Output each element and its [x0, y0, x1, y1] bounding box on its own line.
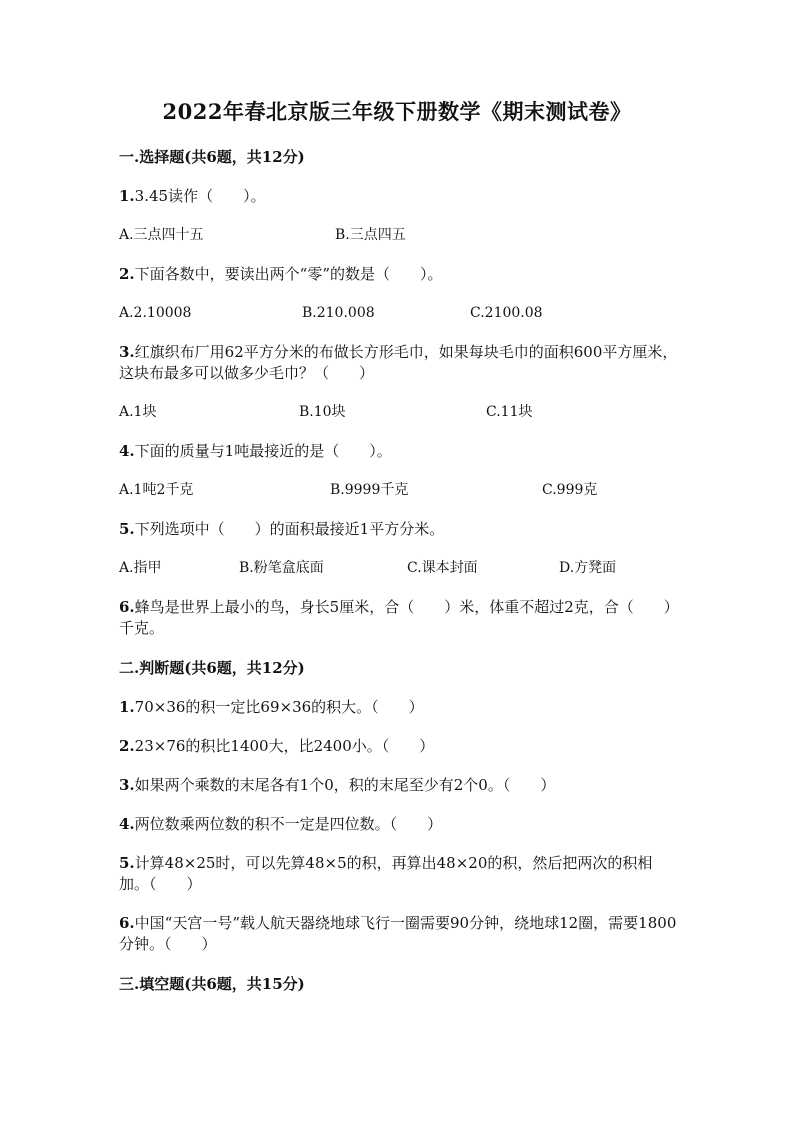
option-d: D.方凳面: [559, 560, 617, 576]
choice-question-4: [119, 441, 679, 462]
options-row-2: [119, 303, 679, 324]
options-row-1: [119, 225, 679, 246]
question-text: 两位数乘两位数的积不一定是四位数。（ ）: [134, 815, 443, 833]
options-row-4: [119, 480, 679, 501]
choice-question-3: [119, 342, 679, 384]
question-number: 1.: [119, 187, 135, 205]
judgement-question-3: [119, 775, 679, 796]
option-b: B.三点四五: [335, 227, 406, 243]
option-c: C.11块: [486, 404, 533, 420]
option-c: C.2100.08: [470, 305, 543, 321]
question-number: 6.: [119, 598, 135, 616]
section-heading-fill-blank: 三.填空题(共6题，共15分): [119, 975, 305, 993]
choice-question-2: [119, 264, 679, 285]
judgement-question-6: [119, 913, 679, 955]
option-c: C.999克: [542, 482, 598, 498]
option-a: A.2.10008: [119, 305, 192, 321]
judgement-question-5: [119, 853, 679, 895]
option-b: B.粉笔盒底面: [239, 560, 324, 576]
question-number: 2.: [119, 265, 135, 283]
option-a: A.三点四十五: [119, 227, 204, 243]
question-text: 中国“天宫一号”载人航天器绕地球飞行一圈需要90分钟，绕地球12圈，需要1800分钟。（ ）: [119, 914, 677, 953]
question-text: 蜂鸟是世界上最小的鸟，身长5厘米，合（ ）米，体重不超过2克，合（ ）千克。: [119, 598, 679, 637]
question-text: 3.45读作（ ）。: [134, 187, 266, 205]
question-text: 如果两个乘数的末尾各有1个0，积的末尾至少有2个0。（ ）: [134, 776, 556, 794]
question-number: 4.: [119, 442, 135, 460]
question-text: 下列选项中（ ）的面积最接近1平方分米。: [134, 520, 445, 538]
question-text: 下面各数中，要读出两个“零”的数是（ ）。: [134, 265, 443, 283]
option-c: C.课本封面: [407, 560, 478, 576]
question-number: 1.: [119, 698, 135, 716]
question-number: 4.: [119, 815, 135, 833]
question-text: 70×36的积一定比69×36的积大。（ ）: [134, 698, 424, 716]
question-number: 5.: [119, 520, 135, 538]
option-b: B.10块: [299, 404, 346, 420]
option-b: B.9999千克: [330, 482, 409, 498]
question-number: 3.: [119, 776, 135, 794]
options-row-3: [119, 402, 679, 423]
question-text: 下面的质量与1吨最接近的是（ ）。: [134, 442, 392, 460]
question-number: 6.: [119, 914, 135, 932]
section-heading-choice: 一.选择题(共6题，共12分): [119, 148, 305, 166]
choice-question-1: [119, 186, 679, 207]
judgement-question-4: [119, 814, 679, 835]
choice-question-6: [119, 597, 679, 639]
option-a: A.1吨2千克: [119, 482, 194, 498]
page-title: 2022年春北京版三年级下册数学《期末测试卷》: [162, 99, 632, 124]
section-heading-judgement: 二.判断题(共6题，共12分): [119, 659, 305, 677]
question-number: 2.: [119, 737, 135, 755]
judgement-question-2: [119, 736, 679, 757]
question-text: 计算48×25时，可以先算48×5的积，再算出48×20的积，然后把两次的积相加。（ ）: [119, 854, 653, 893]
option-a: A.1块: [119, 404, 157, 420]
question-text: 23×76的积比1400大，比2400小。（ ）: [134, 737, 435, 755]
question-number: 3.: [119, 343, 135, 361]
judgement-question-1: [119, 697, 679, 718]
choice-question-5: [119, 519, 679, 540]
options-row-5: [119, 558, 679, 579]
question-text: 红旗织布厂用62平方分米的布做长方形毛巾，如果每块毛巾的面积600平方厘米，这块布最多可以做多少毛巾？（ ）: [119, 343, 678, 382]
exam-content: [119, 146, 679, 1013]
option-b: B.210.008: [302, 305, 375, 321]
question-number: 5.: [119, 854, 135, 872]
option-a: A.指甲: [119, 560, 162, 576]
